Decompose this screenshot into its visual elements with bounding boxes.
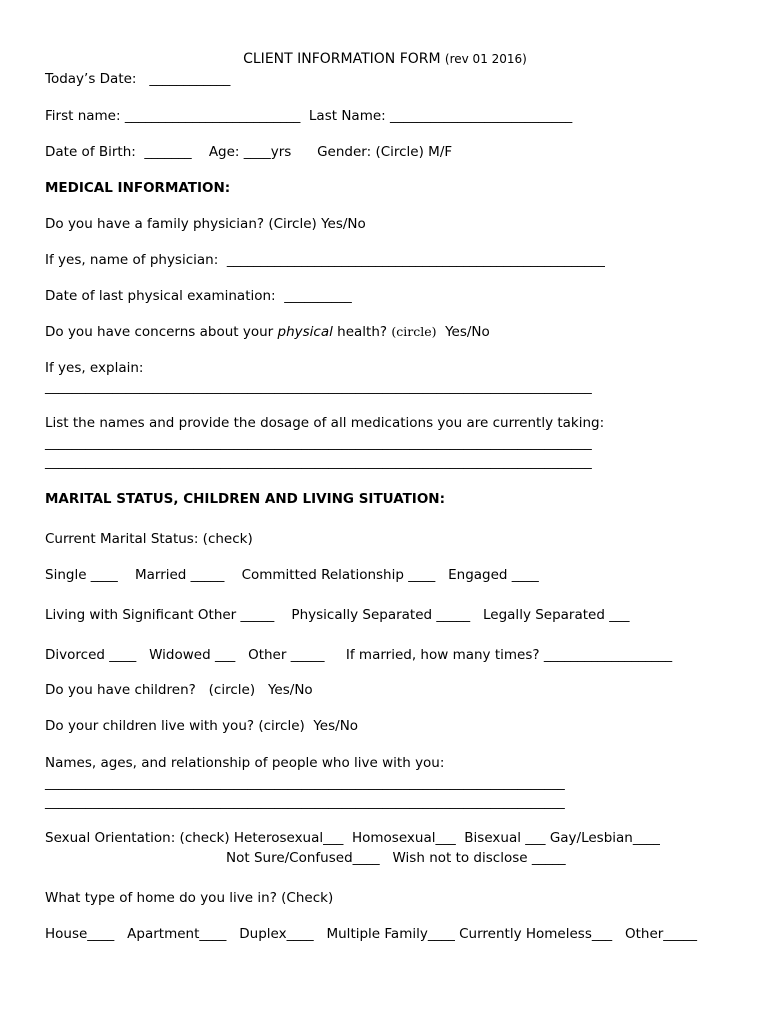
- last-exam-field[interactable]: Date of last physical examination: __________: [45, 288, 352, 304]
- concerns-text-start: Do you have concerns about your: [45, 324, 278, 340]
- physician-name-field[interactable]: If yes, name of physician: ________________________________________________________: [45, 252, 605, 268]
- name-fields[interactable]: First name: __________________________ Last Name: ___________________________: [45, 108, 573, 124]
- concerns-yes-no: Yes/No: [436, 324, 490, 340]
- household-members-line-2[interactable]: _____________________________________________________________________________: [45, 794, 565, 810]
- marital-options-row-3[interactable]: Divorced ____ Widowed ___ Other _____ If married, how many times? ___________________: [45, 647, 673, 663]
- marital-options-row-2[interactable]: Living with Significant Other _____ Physically Separated _____ Legally Separated ___: [45, 607, 630, 623]
- dob-age-gender-fields[interactable]: Date of Birth: _______ Age: ____yrs Gender: (Circle) M/F: [45, 144, 453, 160]
- medications-line-2[interactable]: _________________________________________________________________________________: [45, 454, 592, 470]
- physical-concerns-question[interactable]: [45, 323, 490, 341]
- sexual-orientation-row-1[interactable]: Sexual Orientation: (check) Heterosexual___ Homosexual___ Bisexual ___ Gay/Lesbian____: [45, 830, 660, 846]
- home-type-question: What type of home do you live in? (Check): [45, 890, 334, 906]
- concerns-emphasis: physical: [277, 324, 333, 340]
- concerns-text-mid: health?: [332, 324, 392, 340]
- marital-status-heading: MARITAL STATUS, CHILDREN AND LIVING SITUATION:: [45, 491, 446, 507]
- medications-line-1[interactable]: _________________________________________________________________________________: [45, 435, 592, 451]
- todays-date-field[interactable]: Today’s Date: ____________: [45, 71, 231, 87]
- household-members-line-1[interactable]: _____________________________________________________________________________: [45, 775, 565, 791]
- medical-information-heading: MEDICAL INFORMATION:: [45, 180, 231, 196]
- explain-line[interactable]: _________________________________________________________________________________: [45, 379, 592, 395]
- home-type-options[interactable]: House____ Apartment____ Duplex____ Multiple Family____ Currently Homeless___ Other_____: [45, 926, 698, 942]
- household-members-question: Names, ages, and relationship of people who live with you:: [45, 755, 445, 771]
- marital-options-row-1[interactable]: Single ____ Married _____ Committed Relationship ____ Engaged ____: [45, 567, 539, 583]
- form-title-main: CLIENT INFORMATION FORM: [243, 51, 441, 67]
- sexual-orientation-row-2[interactable]: Not Sure/Confused____ Wish not to disclose _____: [226, 850, 566, 866]
- children-live-question[interactable]: Do your children live with you? (circle) Yes/No: [45, 718, 359, 734]
- family-physician-question[interactable]: Do you have a family physician? (Circle) Yes/No: [45, 216, 366, 232]
- form-revision: (rev 01 2016): [444, 52, 527, 66]
- explain-label: If yes, explain:: [45, 360, 144, 376]
- children-question[interactable]: Do you have children? (circle) Yes/No: [45, 682, 313, 698]
- concerns-circle-label: (circle): [391, 324, 437, 339]
- form-title: [0, 50, 770, 68]
- current-marital-status-label: Current Marital Status: (check): [45, 531, 253, 547]
- medications-question: List the names and provide the dosage of all medications you are currently taking:: [45, 415, 605, 431]
